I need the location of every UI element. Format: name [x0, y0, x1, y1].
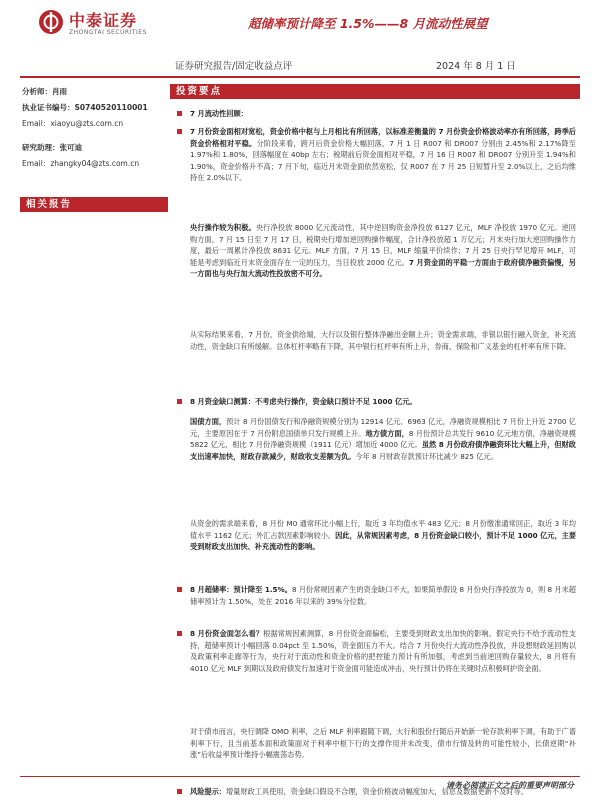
treasury-text: 预计 8 月份国债发行和净融资规模分别为 12914 亿元、6963 亿元，净融资规模相比 7 月份上升近 2700 亿元，主要原因在于 7 月份附息国债单只发行规模上升。 — [190, 417, 576, 438]
analyst-name: 肖雨 — [52, 87, 67, 96]
excess-reserve-text: 8 月份常规因素产生的资金缺口不大，如果简单假设 8 月份央行净投放为 0，则 8 月末超储率预计为 1.50%，处在 2016 年以来的 39%分位数。 — [190, 585, 576, 606]
analyst-label: 分析师： — [22, 87, 52, 96]
company-logo — [38, 8, 168, 42]
pboc-text: 央行净投放 8000 亿元流动性，其中逆回购资金净投放 6127 亿元，MLF 净投放 1970 亿元。逆回购方面，7 月 15 日至 7 月 17 日，税期央行增加逆回购操作幅度，合计净投放超 1 万亿元；月末央行加大逆回购操作力度，最后一周累计净投放 8631 亿元。MLF 方面，7 月 15 日，MLF 缩量平价续作；7 月 25 日央行罕见增开 MLF，可能是考虑到临近月末资金面存在一定的压力，当日投放 2000 亿元。 — [190, 223, 576, 267]
analyst-line — [22, 84, 170, 100]
july-review-heading: 7 月流动性回顾： — [190, 109, 248, 118]
demand-text: 从资金的需求端来看，8 月份 M0 通常环比小幅上行，取近 3 年均值水平 483 亿元；8 月份缴准通常回正，取近 3 年均值水平 1162 亿元；外汇占款因素影响较小。 — [190, 519, 576, 540]
bullet-icon — [177, 129, 182, 134]
treasury-lead: 国债方面， — [190, 417, 227, 426]
report-date: 2024 年 8 月 1 日 — [436, 61, 516, 72]
report-type: 证券研究报告/固定收益点评 — [175, 61, 293, 72]
funding-text: 分阶段来看，跨月后资金价格大幅回落，7 月 1 日 R007 和 DR007 分别由 2.45%和 2.17%降至 1.97%和 1.80%，回落幅度在 40bp 左右；税期前后资金面相对平稳，7 月 16 日 R007 和 DR007 分别升至 1.94%和 1.90%，资金价格升不高；7 月下旬，临近月末资金面依然宽松，仅 R007 在 7 月 25 日短暂升至 2.0%以上，之后均维持在 2.0%以下。 — [190, 138, 576, 183]
funding-lead: 7 月份资金面相对宽松，资金价格中枢与上月相比有所回落，以标准差衡量的 7 月份资金价格波动率亦有所回落，跨季后资金价格相对平稳。 — [190, 127, 576, 148]
outlook-text: 根据常规因素测算，8 月份资金面偏松，主要受到财政支出加快的影响。假定央行不给予流动性支持，超储率预计小幅回落 0.04pct 至 1.50%，资金面压力不大。结合 7 月份央行大流动性净投放，并设想财政延回购以及政策利率走廊等行为，央行对于流动性和资金价格的把控能力预计有所加强，考虑到当前逆回购存量较大，8 月将有 4010 亿元 MLF 到期以及政府债发行加速对于资金面可能造成冲击，央行预计仍将在关键时点积极呵护资金面。 — [190, 629, 576, 673]
sidebar — [22, 84, 170, 172]
assistant-line — [22, 140, 170, 156]
actual-results-text: 从实际结果来看，7 月份，资金供给端，大行以及银行整体净融出金额上升；资金需求端，非银以银行融入资金，补充流动性，资金缺口有所缓解。总体杠杆率略有下降，其中银行杠杆率有所上升，券商、保险和广义基金的杠杆率有所下降。 — [190, 330, 576, 351]
bullet-icon — [177, 789, 182, 794]
paragraph-outlook — [190, 628, 576, 674]
bullet-icon — [177, 399, 182, 404]
local-bond-text: 8 月份预计总共发行 9610 亿元地方债，净融资规模 5822 亿元，相比 7 月份净融资规模（1911 亿元）增加近 4000 亿元。 — [190, 428, 576, 450]
email-line-2 — [22, 156, 170, 172]
paragraph-july-review — [190, 108, 576, 120]
fiscal-bold: 虽然 8 月份政府债净融资环比大幅上升，但财政支出速率加快，财政存款减少，财政收支差额为负。 — [190, 440, 576, 461]
paragraph-bond-market — [190, 726, 576, 761]
paragraph-demand-side — [190, 518, 576, 553]
gap-estimate-heading: 8 月资金缺口测算：不考虑央行操作，资金缺口预计不足 1000 亿元。 — [190, 397, 417, 406]
brand-name-cn: 中泰证券 — [69, 11, 138, 30]
assistant-name: 张可迪 — [59, 143, 82, 152]
paragraph-bond-supply — [190, 416, 576, 462]
paragraph-actual-results — [190, 329, 576, 352]
brand-name-en: ZHONGTAI SECURITIES — [69, 29, 147, 36]
email-label-2: Email： — [22, 159, 51, 168]
paragraph-pboc-operations — [190, 222, 576, 280]
related-reports-header: 相关报告 — [20, 197, 168, 212]
zhongtai-logo-icon — [38, 9, 64, 35]
bullet-icon — [177, 631, 182, 636]
pboc-lead: 央行操作较为积极。 — [190, 223, 256, 232]
cert-line — [22, 100, 170, 116]
cert-number: S0740520110001 — [74, 103, 148, 112]
paragraph-excess-reserve — [190, 584, 576, 607]
risk-lead: 风险提示： — [190, 787, 226, 796]
cert-label: 执业证书编号： — [22, 103, 75, 112]
bond-market-text: 对于债市而言，央行调降 OMO 利率，之后 MLF 利率跟随下调，大行和股份行随后开始新一轮存款利率下调，有助于广谱利率下行，且当前基本面和政策面对于利率中枢下行的支撑作用并未改变，债市行情及转的可能性较小，长债逆期“补涨”后收益率预计维持小幅震荡态势。 — [190, 727, 576, 760]
pboc-tail: 7 月资金面的平稳一方面由于政府债净融资偏慢，另一方面也与央行加大流动性投放密不可分。 — [190, 257, 576, 279]
header-divider — [20, 76, 580, 78]
footer-divider — [20, 776, 580, 777]
demand-bold: 因此，从常规因素考虑，8 月份资金缺口较小，预计不足 1000 亿元，主要受到财政支出加快、补充流动性的影响。 — [190, 530, 577, 552]
email-link-1[interactable]: xiaoyu@zts.com.cn — [50, 119, 124, 128]
bullet-icon — [177, 111, 182, 116]
footer-disclaimer: 请务必阅读正文之后的重要声明部分 — [446, 781, 574, 790]
local-bond-lead: 地方债方面， — [365, 428, 409, 438]
report-title: 超储率预计降至 1.5%——8 月流动性展望 — [248, 16, 488, 31]
email-label-1: Email： — [22, 119, 51, 128]
paragraph-gap-estimate — [190, 396, 576, 408]
paragraph-funding-conditions — [190, 126, 576, 184]
fiscal-tail: 今年 8 月财政存款预计环比减少 825 亿元。 — [355, 451, 498, 461]
risk-text: 增量财政工具使用，资金缺口假设不合理，资金价格波动幅度加大，信息及数据更新不及时等。 — [225, 787, 528, 796]
key-points-header: 投资要点 — [170, 84, 580, 99]
excess-reserve-lead: 8 月超储率：预计降至 1.5%。 — [190, 585, 292, 594]
email-link-2[interactable]: zhangky04@zts.com.cn — [50, 159, 140, 168]
outlook-lead: 8 月份资金面怎么看？ — [190, 629, 264, 638]
bullet-icon — [177, 587, 182, 592]
email-line-1 — [22, 116, 170, 132]
assistant-label: 研究助理： — [22, 143, 60, 152]
